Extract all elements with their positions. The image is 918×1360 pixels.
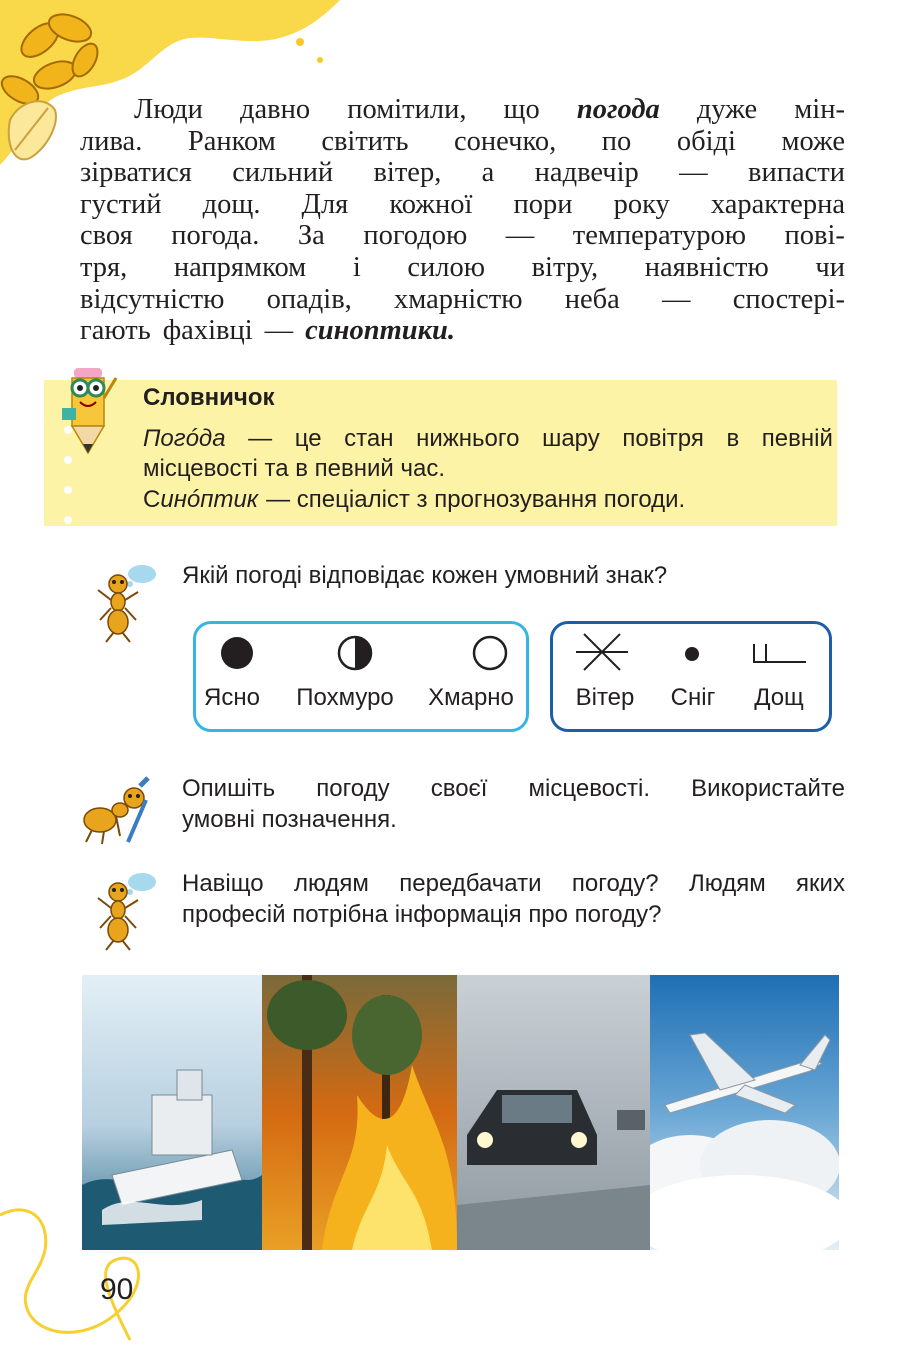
paragraph-line-2 <box>80 126 845 158</box>
word: мін- <box>794 94 845 125</box>
word: нижнього <box>416 425 520 452</box>
word: вітру, <box>531 251 599 283</box>
word: випасти <box>748 157 845 189</box>
word: Використайте <box>691 775 845 802</box>
empty-circle-icon <box>471 634 509 672</box>
forest-fire-photo <box>262 975 457 1250</box>
question-why-forecast <box>182 868 845 930</box>
word: лива. <box>80 125 143 157</box>
glossary-term-pogoda: Погóда <box>143 425 226 452</box>
word: відсутністю <box>80 283 225 315</box>
word: Опишіть <box>182 775 276 802</box>
word: своя <box>80 220 133 252</box>
word: місцевості. <box>528 775 651 802</box>
word: сильний <box>232 157 334 189</box>
question-text: Якій погоді відповідає кожен умовний знак? <box>182 562 668 589</box>
word: опадів, <box>266 283 352 315</box>
filled-circle-icon <box>218 634 256 672</box>
ant-thinking-icon-2 <box>94 868 158 952</box>
page-number: 90 <box>100 1273 134 1306</box>
word: в <box>726 425 740 452</box>
word: — <box>662 283 691 315</box>
word: це <box>294 425 322 452</box>
word: — <box>264 315 294 347</box>
word: передбачати <box>399 870 542 897</box>
word: що <box>503 94 540 125</box>
word: певній <box>761 425 833 452</box>
word: За <box>297 220 325 252</box>
glossary-dots-decoration <box>58 420 78 530</box>
rain-bracket-icon <box>750 640 810 666</box>
dot-icon <box>682 644 702 664</box>
word: світить <box>321 125 409 157</box>
word: — <box>679 157 708 189</box>
paragraph-line-3 <box>80 157 845 189</box>
word: густий <box>80 188 162 220</box>
word: характерна <box>710 188 845 220</box>
word: дощ. <box>202 188 261 220</box>
word: погода. <box>171 220 260 252</box>
half-filled-circle-icon <box>336 634 374 672</box>
word: Люди <box>134 94 203 125</box>
word: неба <box>564 283 620 315</box>
paragraph-line-7 <box>80 284 845 316</box>
word: Навіщо <box>182 870 264 897</box>
word: тря, <box>80 251 128 283</box>
symbol-label-clear: Ясно <box>204 684 260 711</box>
word: — <box>505 220 535 252</box>
ship-in-storm-photo <box>82 975 262 1250</box>
word: температурою <box>572 220 747 252</box>
ant-thinking-icon <box>94 560 158 644</box>
word: повітря <box>622 425 704 452</box>
weather-photos-strip <box>82 975 839 1250</box>
ant-writing-icon <box>80 776 152 846</box>
word: погодою <box>363 220 468 252</box>
main-paragraph <box>80 94 845 347</box>
word: обіді <box>676 125 736 157</box>
word: вітер, <box>373 157 442 189</box>
word: шару <box>542 425 600 452</box>
glossary-definition-pogoda <box>143 425 833 453</box>
symbol-label-rain: Дощ <box>754 684 804 711</box>
word: дуже <box>696 94 758 125</box>
word: своєї <box>430 775 488 802</box>
word: гають <box>80 315 151 347</box>
glossary-definition-pogoda-cont <box>143 455 833 483</box>
word: стан <box>344 425 394 452</box>
word: Для <box>301 188 349 220</box>
glossary-text: місцевості та в певний час. <box>143 455 445 482</box>
word: кожної <box>389 188 473 220</box>
word: пові- <box>784 220 845 252</box>
word: чи <box>815 251 845 283</box>
symbol-label-wind: Вітер <box>575 684 635 711</box>
glossary-title: Словничок <box>143 384 275 411</box>
word: помітили, <box>347 94 467 125</box>
paragraph-line-8 <box>80 315 845 347</box>
question-symbols <box>182 560 845 591</box>
paragraph-line-4 <box>80 189 845 221</box>
word: погоду <box>316 775 390 802</box>
word: наявністю <box>644 251 769 283</box>
word: може <box>781 125 845 157</box>
word: зірватися <box>80 157 192 189</box>
symbol-label-cloudy: Хмарно <box>428 684 514 711</box>
word: пори <box>513 188 573 220</box>
glossary-term-synoptyk: инóптик <box>160 486 259 513</box>
word: — <box>248 425 273 452</box>
word: по <box>601 125 632 157</box>
glossary-definition-synoptyk <box>143 486 833 514</box>
word: яких <box>796 870 845 897</box>
word: Людям <box>688 870 766 897</box>
paragraph-line-6 <box>80 252 845 284</box>
word: хмарністю <box>393 283 523 315</box>
question-describe-weather <box>182 773 845 835</box>
paragraph-line-1 <box>80 94 845 126</box>
symbol-label-overcast: Похмуро <box>296 684 394 711</box>
word: погоду? <box>571 870 659 897</box>
question-text: умовні позначення. <box>182 806 397 833</box>
word: спостері- <box>732 283 845 315</box>
word: а <box>481 157 495 189</box>
question-text: професій потрібна інформація про погоду? <box>182 901 662 928</box>
glossary-text: — спеціаліст з прогнозування погоди. <box>266 486 686 513</box>
car-in-fog-photo <box>457 975 650 1250</box>
word: Ранком <box>187 125 276 157</box>
word: фахівці <box>162 315 253 347</box>
paragraph-line-5 <box>80 220 845 252</box>
word: надвечір <box>534 157 639 189</box>
word: року <box>613 188 670 220</box>
word: давно <box>240 94 311 125</box>
term-pogoda: погода <box>576 94 660 125</box>
word: напрямком <box>173 251 307 283</box>
asterisk-cross-icon <box>574 630 630 674</box>
word: сонечко, <box>454 125 557 157</box>
airplane-above-clouds-photo <box>650 975 839 1250</box>
glossary-term-prefix: С <box>143 486 161 513</box>
word: людям <box>293 870 369 897</box>
term-synoptyky: синоптики. <box>305 315 456 347</box>
symbol-label-snow: Сніг <box>670 684 716 711</box>
word: і <box>352 251 361 283</box>
word: силою <box>407 251 485 283</box>
